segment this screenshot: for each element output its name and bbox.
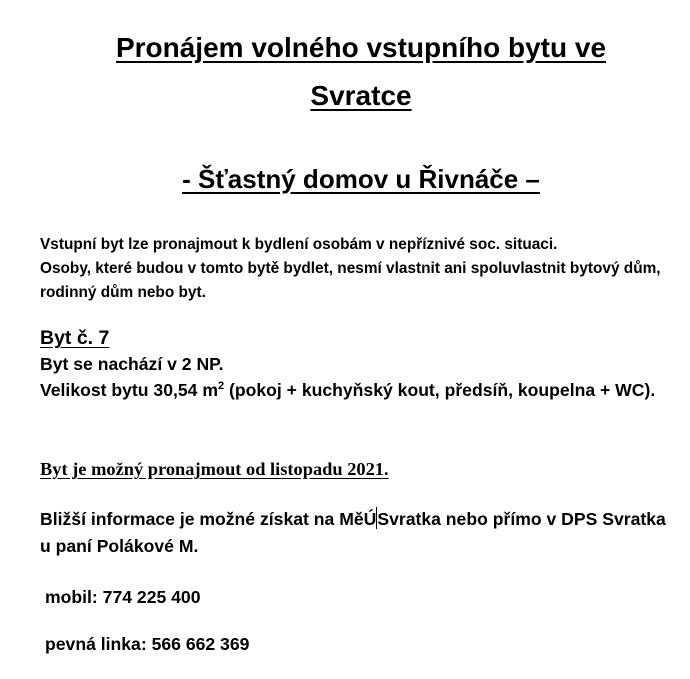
apartment-size-superscript: 2 [217, 380, 225, 392]
apartment-heading: Byt č. 7 [40, 327, 110, 349]
document-subtitle: - Šťastný domov u Řivnáče – [182, 164, 540, 194]
intro-paragraph [40, 233, 670, 305]
info-part-2: Svratka nebo přímo v DPS Svratka u paní Polákové M. [40, 509, 666, 556]
intro-line-2: Osoby, které budou v tomto bytě bydlet, nesmí vlastnit ani spoluvlastnit bytový dům, rodinný dům nebo byt. [40, 260, 661, 301]
info-paragraph [40, 506, 670, 560]
intro-line-1: Vstupní byt lze pronajmout k bydlení osobám v nepříznivé soc. situaci. [40, 236, 558, 253]
apartment-location: Byt se nachází v 2 NP. [40, 354, 224, 374]
title-line-2: Svratce [310, 80, 412, 111]
apartment-section [40, 325, 670, 403]
title-line-1: Pronájem volného vstupního bytu ve [115, 32, 607, 63]
info-part-1: Bližší informace je možné získat na MěÚ [40, 509, 377, 529]
apartment-size-prefix: Velikost bytu 30,54 m [40, 380, 218, 400]
apartment-size-suffix: (pokoj + kuchyňský kout, předsíň, koupelna + WC). [224, 380, 656, 400]
availability-note: Byt je možný pronajmout od listopadu 2021. [40, 459, 389, 479]
document-title [0, 26, 690, 118]
apartment-size [40, 377, 670, 403]
contact-mobile: mobil: 774 225 400 [45, 587, 201, 607]
contact-landline: pevná linka: 566 662 369 [45, 634, 250, 654]
